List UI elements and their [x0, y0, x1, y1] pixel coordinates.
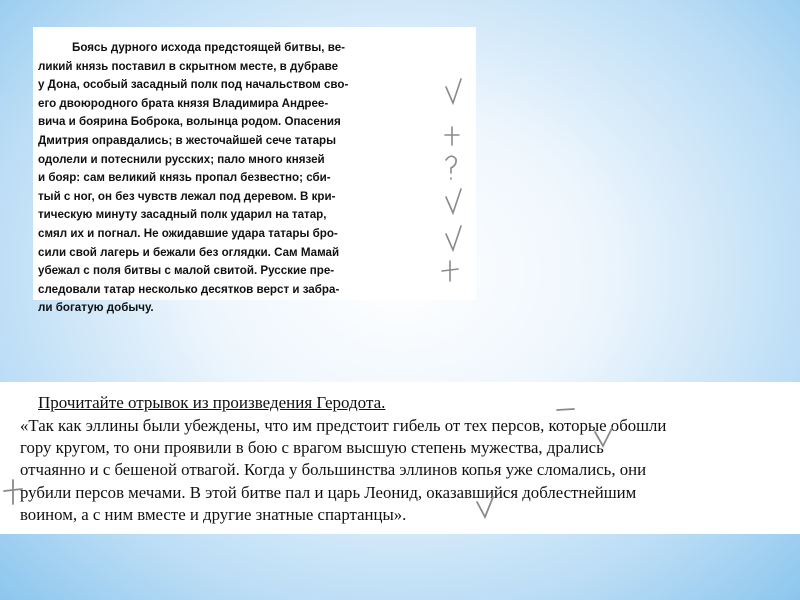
top-passage-scan — [33, 27, 476, 315]
top-line: ли богатую добычу. — [38, 301, 154, 315]
question-mark — [446, 156, 456, 179]
check-mark — [446, 189, 461, 213]
bottom-passage-scan — [0, 382, 800, 534]
bottom-line: «Так как эллины были убеждены, что им предстоит гибель от тех персов, которые обошли — [20, 416, 667, 435]
top-passage-text — [38, 39, 443, 318]
bottom-passage-text — [20, 415, 780, 526]
top-line: ликий князь поставил в скрытном месте, в дубраве — [38, 59, 339, 73]
bottom-line: воином, а с ним вместе и другие знатные спартанцы». — [20, 504, 407, 524]
plus-mark — [445, 127, 459, 145]
top-line: вича и боярина Боброка, волынца родом. Опасения — [38, 115, 341, 129]
top-line: одолели и потеснили русских; пало много князей — [38, 152, 325, 166]
top-line: смял их и погнал. Не ожидавшие удара татары бро- — [38, 226, 338, 240]
top-line: у Дона, особый засадный полк под начальством сво- — [38, 78, 349, 92]
bottom-line: гору кругом, то они проявили в бою с врагом высшую степень мужества, дрались — [20, 438, 604, 458]
top-line: его двоюродного брата князя Владимира Андрее- — [38, 96, 329, 110]
bottom-line: рубили персов мечами. В этой битве пал и царь Леонид, оказавшийся доблестнейшим — [20, 482, 637, 502]
top-line: следовали татар несколько десятков верст и забра- — [38, 282, 340, 296]
check-mark — [446, 79, 461, 103]
top-line: убежал с поля битвы с малой свитой. Русские пре- — [38, 264, 335, 278]
top-line: тическую минуту засадный полк ударил на татар, — [38, 208, 327, 222]
top-line: и бояр: сам великий князь пропал безвестно; сби- — [38, 171, 331, 185]
top-line: Боясь дурного исхода предстоящей битвы, ве- — [72, 41, 346, 54]
top-line: сили свой лагерь и бежали без оглядки. Сам Мамай — [38, 245, 340, 259]
check-mark — [446, 226, 461, 250]
bottom-line: отчаянно и с бешеной отвагой. Когда у большинства эллинов копья уже сломались, они — [20, 460, 647, 480]
top-line: Дмитрия оправдались; в жесточайшей сече татары — [38, 133, 337, 147]
minus-mark — [557, 409, 574, 410]
top-line: тый с ног, он без чувств лежал под деревом. В кри- — [38, 189, 336, 203]
bottom-passage-heading: Прочитайте отрывок из произведения Геродота. — [38, 393, 386, 412]
plus-mark — [442, 261, 458, 281]
